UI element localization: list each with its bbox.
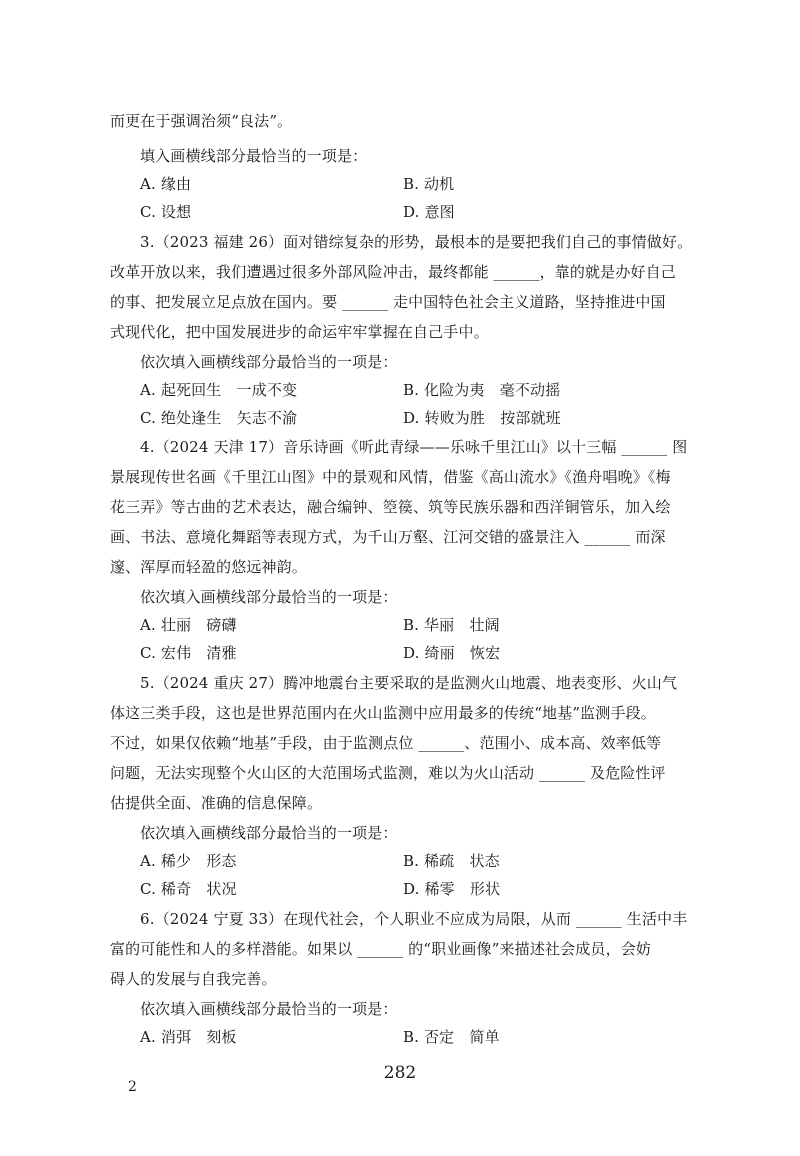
question-3-stem: 3.（2023 福建 26）面对错综复杂的形势，最根本的是要把我们自己的事情做好。: [140, 233, 693, 251]
option-b: B. 动机: [403, 175, 455, 193]
corner-mark: 2: [128, 1079, 137, 1095]
question-prompt: 依次填入画横线部分最恰当的一项是：: [140, 824, 398, 842]
option-a: A. 起死回生 一成不变: [140, 381, 298, 399]
question-5-stem: 5.（2024 重庆 27）腾冲地震台主要采取的是监测火山地震、地表变形、火山气: [140, 674, 678, 692]
text-line: 体这三类手段，这也是世界范围内在火山监测中应用最多的传统“地基”监测手段。: [110, 704, 656, 722]
question-prompt: 填入画横线部分最恰当的一项是：: [140, 147, 368, 165]
option-b: B. 化险为夷 毫不动摇: [403, 381, 561, 399]
text-line: 邃、浑厚而轻盈的悠远神韵。: [110, 558, 307, 576]
text-line: 画、书法、意境化舞蹈等表现方式，为千山万壑、江河交错的盛景注入 ______ 而深: [110, 528, 666, 546]
option-c: C. 设想: [140, 203, 192, 221]
option-a: A. 壮丽 磅礴: [140, 616, 237, 634]
question-4-stem: 4.（2024 天津 17）音乐诗画《听此青绿——乐咏千里江山》以十三幅 ______ 图: [140, 438, 688, 456]
option-c: C. 绝处逢生 矢志不渝: [140, 409, 298, 427]
text-line: 而更在于强调治须“良法”。: [110, 112, 293, 130]
option-b: B. 否定 简单: [403, 1028, 500, 1046]
option-d: D. 意图: [403, 203, 455, 221]
text-line: 富的可能性和人的多样潜能。如果以 ______ 的“职业画像”来描述社会成员，会妨: [110, 940, 652, 958]
option-d: D. 转败为胜 按部就班: [403, 409, 561, 427]
option-a: A. 消弭 刻板: [140, 1028, 237, 1046]
option-b: B. 稀疏 状态: [403, 852, 500, 870]
question-prompt: 依次填入画横线部分最恰当的一项是：: [140, 1000, 398, 1018]
question-6-stem: 6.（2024 宁夏 33）在现代社会，个人职业不应成为局限，从而 ______ 生活中丰: [140, 910, 688, 928]
option-c: C. 宏伟 清雅: [140, 644, 237, 662]
text-line: 改革开放以来，我们遭遇过很多外部风险冲击，最终都能 ______，靠的就是办好自己: [110, 263, 676, 281]
text-line: 花三弄》等古曲的艺术表达，融合编钟、箜篌、筑等民族乐器和西洋铜管乐，加入绘: [110, 498, 671, 516]
text-line: 问题，无法实现整个火山区的大范围场式监测，难以为火山活动 ______ 及危险性评: [110, 764, 666, 782]
text-line: 碍人的发展与自我完善。: [110, 970, 277, 988]
text-line: 估提供全面、准确的信息保障。: [110, 794, 323, 812]
option-a: A. 稀少 形态: [140, 852, 237, 870]
option-a: A. 缘由: [140, 175, 192, 193]
text-line: 式现代化，把中国发展进步的命运牢牢掌握在自己手中。: [110, 323, 489, 341]
text-line: 的事、把发展立足点放在国内。要 ______ 走中国特色社会主义道路，坚持推进中国: [110, 293, 666, 311]
option-d: D. 绮丽 恢宏: [403, 644, 501, 662]
option-d: D. 稀零 形状: [403, 880, 501, 898]
option-b: B. 华丽 壮阔: [403, 616, 500, 634]
question-prompt: 依次填入画横线部分最恰当的一项是：: [140, 353, 398, 371]
text-line: 景展现传世名画《千里江山图》中的景观和风情，借鉴《高山流水》《渔舟唱晚》《梅: [110, 468, 671, 486]
text-line: 不过，如果仅依赖“地基”手段，由于监测点位 ______、范围小、成本高、效率低等: [110, 734, 662, 752]
question-prompt: 依次填入画横线部分最恰当的一项是：: [140, 588, 398, 606]
page-number: 282: [383, 1063, 417, 1083]
option-c: C. 稀奇 状况: [140, 880, 237, 898]
